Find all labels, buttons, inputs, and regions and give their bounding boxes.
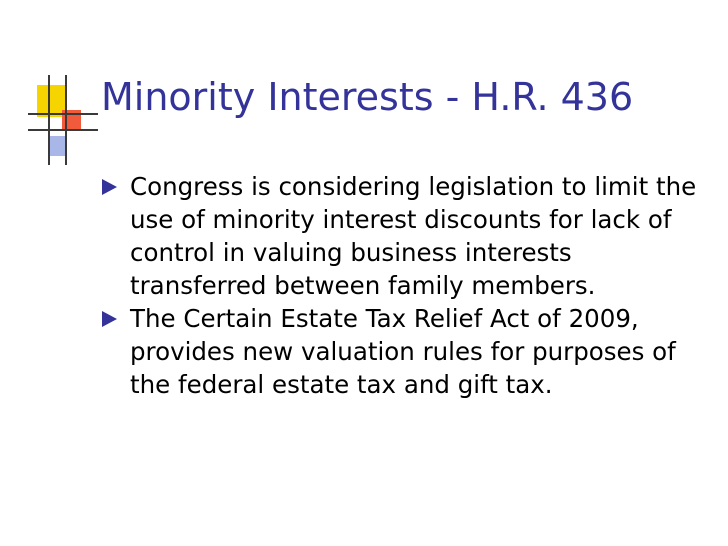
bullet-text: Congress is considering legislation to limit the use of minority interest discounts for lack of control in valuing business interests transferred between family members. bbox=[130, 172, 697, 300]
bullet-item bbox=[100, 302, 700, 401]
decorative-squares-logo bbox=[0, 0, 100, 170]
logo-line bbox=[28, 129, 98, 131]
bullet-text: The Certain Estate Tax Relief Act of 2009, provides new valuation rules for purposes of the federal estate tax and gift tax. bbox=[130, 304, 676, 399]
triangle-bullet-icon bbox=[102, 311, 117, 327]
logo-line bbox=[65, 75, 67, 165]
slide-title: Minority Interests - H.R. 436 bbox=[101, 75, 634, 119]
bullet-item bbox=[100, 170, 700, 302]
logo-line bbox=[28, 113, 98, 115]
bullet-list bbox=[100, 170, 700, 401]
logo-line bbox=[48, 75, 50, 165]
triangle-bullet-icon bbox=[102, 179, 117, 195]
